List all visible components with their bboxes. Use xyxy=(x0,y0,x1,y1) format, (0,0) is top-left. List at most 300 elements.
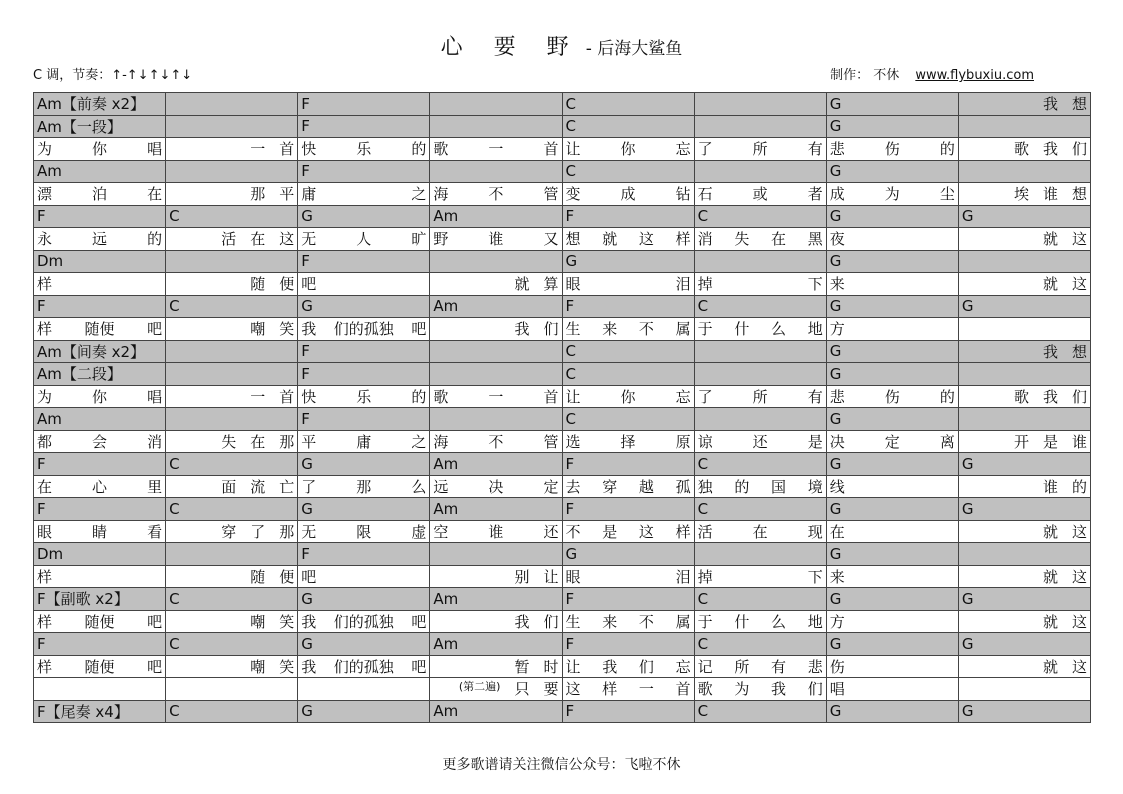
chord-text: G xyxy=(565,544,578,563)
chord-text: C xyxy=(697,634,709,653)
lyric-char: 就 xyxy=(1042,567,1058,586)
chord-cell xyxy=(298,588,430,611)
lyric-char: 样 xyxy=(37,567,53,586)
lyric-cell xyxy=(166,475,298,498)
chord-text: F xyxy=(301,252,310,271)
chord-text: F xyxy=(565,589,575,608)
chord-text: Am【前奏 x2】 xyxy=(37,95,146,114)
lyric-row xyxy=(34,138,1091,161)
lyric-char: 属 xyxy=(675,320,691,339)
lyric-text xyxy=(301,183,426,204)
chord-text: Am【二段】 xyxy=(37,365,122,384)
chord-text: C xyxy=(697,589,709,608)
chord-text: G xyxy=(961,589,974,608)
lyric-char: 会 xyxy=(92,432,108,451)
chord-cell xyxy=(166,408,298,431)
chord-text: C xyxy=(565,117,576,136)
chord-cell xyxy=(562,250,694,273)
lyric-char: 夜 xyxy=(829,230,845,249)
lyric-char: 面 xyxy=(221,477,237,496)
chord-text: G xyxy=(301,702,313,721)
lyric-char: 海 xyxy=(433,432,449,451)
chord-text: Am【间奏 x2】 xyxy=(37,342,146,361)
chord-cell xyxy=(298,363,430,386)
chord-sheet-table xyxy=(33,92,1091,723)
lyric-char: 吧 xyxy=(147,612,163,631)
lyric-char: 海 xyxy=(433,185,449,204)
chord-cell xyxy=(166,205,298,228)
chord-cell xyxy=(298,340,430,363)
lyric-char: 嘲 xyxy=(250,612,266,631)
lyric-cell xyxy=(166,565,298,588)
lyric-cell xyxy=(34,318,166,341)
chord-cell xyxy=(34,295,166,318)
lyric-char: 平 xyxy=(301,432,317,451)
lyric-char: 我 xyxy=(301,657,317,676)
lyric-char: 无 xyxy=(301,230,317,249)
lyric-char: 乐 xyxy=(356,387,372,406)
lyric-cell xyxy=(298,565,430,588)
lyric-char: 就 xyxy=(602,230,618,249)
chord-cell xyxy=(562,543,694,566)
lyric-cell xyxy=(34,138,166,161)
chord-text: F【副歌 x2】 xyxy=(37,590,129,609)
lyric-char: 埃 xyxy=(1013,185,1029,204)
lyric-char: 管 xyxy=(543,432,559,451)
lyric-cell xyxy=(430,475,562,498)
lyric-char: 了 xyxy=(697,140,713,159)
lyric-char: 一 xyxy=(638,680,654,699)
lyric-cell xyxy=(694,273,826,296)
lyric-text xyxy=(433,566,558,587)
lyric-row xyxy=(34,273,1091,296)
lyric-char: 吧 xyxy=(147,320,163,339)
lyric-text xyxy=(962,228,1087,249)
lyric-text xyxy=(830,138,955,159)
chord-text: F【尾奏 x4】 xyxy=(37,702,129,721)
lyric-text xyxy=(698,183,823,204)
lyric-text xyxy=(698,656,823,677)
chord-cell xyxy=(34,205,166,228)
lyric-cell xyxy=(34,655,166,678)
chord-cell xyxy=(430,363,562,386)
lyric-char: 我 xyxy=(1042,140,1058,159)
lyric-char: 记 xyxy=(697,657,713,676)
chord-cell xyxy=(562,588,694,611)
chord-text: F xyxy=(301,409,310,428)
chord-cell xyxy=(826,700,958,723)
chord-cell xyxy=(34,700,166,723)
lyric-char: 这 xyxy=(565,680,581,699)
chord-cell xyxy=(826,115,958,138)
lyric-cell xyxy=(430,678,562,701)
lyric-cell xyxy=(562,678,694,701)
lyric-char: 活 xyxy=(697,522,713,541)
lyric-char: 伤 xyxy=(884,140,900,159)
lyric-char: 们 xyxy=(1071,140,1087,159)
lyric-cell xyxy=(562,430,694,453)
lyric-text xyxy=(169,566,294,587)
lyric-char: 生 xyxy=(565,320,581,339)
lyric-text xyxy=(301,138,426,159)
lyric-char: 现 xyxy=(807,522,823,541)
lyric-char: 旷 xyxy=(411,230,427,249)
chord-cell xyxy=(166,453,298,476)
lyric-cell xyxy=(694,610,826,633)
lyric-row xyxy=(34,565,1091,588)
lyric-char: 么 xyxy=(411,477,427,496)
chord-cell xyxy=(298,205,430,228)
chord-cell xyxy=(958,115,1090,138)
chord-cell xyxy=(826,588,958,611)
lyric-char: 让 xyxy=(565,140,581,159)
lyric-char: 样 xyxy=(675,522,691,541)
lyric-cell xyxy=(694,520,826,543)
lyric-text xyxy=(37,386,162,407)
lyric-text xyxy=(566,566,691,587)
chord-text: Am xyxy=(37,409,62,428)
lyric-cell xyxy=(958,430,1090,453)
chord-text: C xyxy=(169,297,180,316)
lyric-char: 境 xyxy=(807,477,823,496)
chord-cell xyxy=(562,363,694,386)
chord-cell xyxy=(562,340,694,363)
chord-row xyxy=(34,340,1091,363)
lyric-char: 谁 xyxy=(1071,432,1087,451)
chord-cell xyxy=(166,543,298,566)
chord-text: Am xyxy=(433,589,459,608)
chord-cell xyxy=(562,93,694,116)
lyric-cell xyxy=(562,565,694,588)
chord-row xyxy=(34,363,1091,386)
chord-text: F xyxy=(301,94,310,113)
chord-cell xyxy=(298,250,430,273)
lyric-cell xyxy=(826,678,958,701)
lyric-char: 择 xyxy=(620,432,636,451)
chord-row xyxy=(34,543,1091,566)
lyric-cell xyxy=(826,318,958,341)
lyric-char: 选 xyxy=(565,432,581,451)
chord-cell xyxy=(34,250,166,273)
chord-cell xyxy=(694,205,826,228)
chord-cell xyxy=(430,408,562,431)
chord-text xyxy=(962,341,1087,362)
lyric-cell xyxy=(34,183,166,206)
chord-cell xyxy=(430,588,562,611)
lyric-char: 在 xyxy=(147,185,163,204)
lyric-char: 让 xyxy=(543,567,559,586)
lyric-char: 了 xyxy=(301,477,317,496)
chord-cell xyxy=(430,700,562,723)
chord-cell xyxy=(826,340,958,363)
lyric-cell xyxy=(430,138,562,161)
lyric-text xyxy=(301,431,426,452)
lyric-text xyxy=(433,318,558,339)
lyric-char: 为 xyxy=(884,185,900,204)
chord-text: C xyxy=(697,702,709,721)
chord-text: G xyxy=(829,94,842,113)
lyric-char: 者 xyxy=(807,185,823,204)
lyric-cell xyxy=(826,273,958,296)
chord-text: G xyxy=(301,297,313,316)
lyric-char: 让 xyxy=(565,657,581,676)
chord-cell xyxy=(694,408,826,431)
lyric-cell xyxy=(694,385,826,408)
lyric-char: 就 xyxy=(1042,657,1058,676)
lyric-char: 决 xyxy=(488,477,504,496)
lyric-cell xyxy=(958,318,1090,341)
lyric-char: 不 xyxy=(565,522,581,541)
chord-cell xyxy=(430,453,562,476)
lyric-char: 乐 xyxy=(356,140,372,159)
lyric-text xyxy=(301,521,426,542)
lyric-cell xyxy=(826,385,958,408)
lyric-char: 么 xyxy=(771,612,787,631)
chord-row xyxy=(34,498,1091,521)
chord-text: G xyxy=(829,499,842,518)
lyric-text xyxy=(566,138,691,159)
chord-text: G xyxy=(829,454,842,473)
chord-text: G xyxy=(565,252,578,271)
lyric-char: 歌 xyxy=(1013,140,1029,159)
lyric-text xyxy=(433,431,558,452)
lyric-char: 你 xyxy=(92,387,108,406)
lyric-char: 的 xyxy=(411,140,427,159)
lyric-text xyxy=(830,228,955,249)
lyric-text xyxy=(698,386,823,407)
lyric-text xyxy=(566,431,691,452)
chord-cell xyxy=(958,633,1090,656)
lyric-char: 想 xyxy=(565,230,581,249)
lyric-text xyxy=(433,183,558,204)
lyric-text xyxy=(566,611,691,632)
chord-cell xyxy=(430,633,562,656)
lyric-text xyxy=(698,678,823,699)
chord-cell xyxy=(958,160,1090,183)
lyric-row xyxy=(34,228,1091,251)
lyric-cell xyxy=(166,520,298,543)
lyric-cell xyxy=(826,520,958,543)
lyric-char: 歌 xyxy=(433,140,449,159)
lyric-text xyxy=(37,521,162,542)
lyric-cell xyxy=(958,183,1090,206)
lyric-char: 庸 xyxy=(356,432,372,451)
lyric-cell xyxy=(166,385,298,408)
lyric-text xyxy=(301,476,426,497)
chord-cell xyxy=(430,340,562,363)
chord-cell xyxy=(166,340,298,363)
lyric-char: 们 xyxy=(543,320,559,339)
lyric-char: 就 xyxy=(1042,522,1058,541)
chord-cell xyxy=(694,453,826,476)
chord-cell xyxy=(166,363,298,386)
lyric-char: 我 xyxy=(514,612,530,631)
lyric-text xyxy=(962,656,1087,677)
lyric-char: 的 xyxy=(939,387,955,406)
lyric-char: 你 xyxy=(620,140,636,159)
chord-cell xyxy=(958,205,1090,228)
chord-text: Am xyxy=(433,499,459,518)
lyric-text xyxy=(566,386,691,407)
lyric-char: 歌 xyxy=(1013,387,1029,406)
lyric-char: 国 xyxy=(771,477,787,496)
lyric-text xyxy=(830,521,955,542)
lyric-cell xyxy=(694,430,826,453)
lyric-text xyxy=(37,138,162,159)
lyric-char: 有 xyxy=(807,387,823,406)
lyric-char: 歌 xyxy=(697,680,713,699)
lyric-row xyxy=(34,475,1091,498)
lyric-char: 睛 xyxy=(92,522,108,541)
lyric-char: 看 xyxy=(147,522,163,541)
lyric-char: 这 xyxy=(1071,230,1087,249)
lyric-char: 的 xyxy=(939,140,955,159)
lyric-char: 在 xyxy=(771,230,787,249)
lyric-char: 独 xyxy=(697,477,713,496)
lyric-char: 什 xyxy=(734,320,750,339)
chord-text: F xyxy=(301,364,310,383)
lyric-row xyxy=(34,610,1091,633)
lyric-cell xyxy=(430,610,562,633)
lyric-char: 样 xyxy=(37,275,53,294)
lyric-char: 远 xyxy=(433,477,449,496)
chord-row xyxy=(34,588,1091,611)
lyric-char: 这 xyxy=(1071,275,1087,294)
chord-cell xyxy=(34,115,166,138)
chord-text: Am xyxy=(37,162,62,181)
chord-cell xyxy=(166,295,298,318)
chord-cell xyxy=(166,115,298,138)
lyric-cell xyxy=(298,183,430,206)
chord-cell xyxy=(298,295,430,318)
lyric-text xyxy=(698,228,823,249)
lyric-cell xyxy=(430,273,562,296)
artist-name: - 后海大鲨鱼 xyxy=(585,39,683,59)
lyric-char: 离 xyxy=(939,432,955,451)
lyric-cell xyxy=(826,655,958,678)
lyric-char: 样 xyxy=(675,230,691,249)
lyric-char: 地 xyxy=(807,320,823,339)
chord-text: G xyxy=(829,364,842,383)
chord-cell xyxy=(562,633,694,656)
lyric-char: 悲 xyxy=(807,657,823,676)
lyric-char: 了 xyxy=(250,522,266,541)
lyric-text xyxy=(962,386,1087,407)
lyric-cell xyxy=(166,318,298,341)
lyric-text xyxy=(169,183,294,204)
lyric-text xyxy=(169,521,294,542)
lyric-text xyxy=(433,476,558,497)
chord-text: F xyxy=(565,454,575,473)
lyric-text xyxy=(169,273,294,294)
lyric-char: 便 xyxy=(279,275,295,294)
lyric-char: 这 xyxy=(1071,657,1087,676)
lyric-char: 来 xyxy=(602,612,618,631)
lyric-cell xyxy=(298,385,430,408)
chord-text: F xyxy=(301,544,310,563)
lyric-text xyxy=(37,611,162,632)
lyric-char: 失 xyxy=(734,230,750,249)
lyric-char: 那 xyxy=(356,477,372,496)
lyric-text xyxy=(698,611,823,632)
lyric-text xyxy=(566,476,691,497)
chord-cell xyxy=(694,250,826,273)
chord-cell xyxy=(34,93,166,116)
chord-cell xyxy=(34,588,166,611)
lyric-char: 们 xyxy=(543,612,559,631)
lyric-char: 吧 xyxy=(301,275,317,294)
chord-text: Am【一段】 xyxy=(37,117,122,136)
lyric-row xyxy=(34,385,1091,408)
chord-text: F xyxy=(565,634,575,653)
lyric-cell xyxy=(562,318,694,341)
lyric-cell xyxy=(298,273,430,296)
chord-text: G xyxy=(829,117,842,136)
chord-cell xyxy=(958,453,1090,476)
chord-cell xyxy=(166,93,298,116)
song-header xyxy=(0,30,1123,61)
lyric-text xyxy=(962,138,1087,159)
lyric-cell xyxy=(562,273,694,296)
lyric-text xyxy=(37,656,162,677)
chord-cell xyxy=(562,453,694,476)
lyric-text xyxy=(37,183,162,204)
footer-note: 更多歌谱请关注微信公众号：飞啦不休 xyxy=(442,757,681,773)
chord-text: C xyxy=(169,207,180,226)
chord-cell xyxy=(562,408,694,431)
lyric-text xyxy=(301,228,426,249)
lyric-char: 想 xyxy=(1071,185,1087,204)
lyric-char: 无 xyxy=(301,522,317,541)
lyric-text xyxy=(301,273,426,294)
chord-cell xyxy=(694,633,826,656)
chord-cell xyxy=(958,408,1090,431)
chord-cell xyxy=(430,250,562,273)
chord-text: F xyxy=(37,499,46,518)
chord-text: C xyxy=(565,342,576,361)
lyric-char: 唱 xyxy=(147,387,163,406)
chord-cell xyxy=(694,588,826,611)
website-link[interactable]: www.flybuxiu.com xyxy=(915,68,1034,83)
lyric-text xyxy=(169,138,294,159)
chord-cell xyxy=(34,408,166,431)
lyric-cell xyxy=(826,475,958,498)
lyric-text xyxy=(962,476,1087,497)
chord-text: Dm xyxy=(37,252,64,271)
chord-text: G xyxy=(829,544,842,563)
lyric-cell xyxy=(958,678,1090,701)
chord-cell xyxy=(958,340,1090,363)
lyric-char: 活 xyxy=(221,230,237,249)
lyric-text xyxy=(37,431,162,452)
lyric-char: 时 xyxy=(543,657,559,676)
lyric-char: 一 xyxy=(488,140,504,159)
lyric-cell xyxy=(562,138,694,161)
lyric-cell xyxy=(166,138,298,161)
lyric-cell xyxy=(958,228,1090,251)
chord-text: Am xyxy=(433,702,459,721)
chord-cell xyxy=(34,453,166,476)
lyric-char: 眼 xyxy=(37,522,53,541)
lyric-char: 随便 xyxy=(84,320,115,339)
lyric-char: 还 xyxy=(752,432,768,451)
lyric-char: 泊 xyxy=(92,185,108,204)
lyric-char: 泪 xyxy=(675,275,691,294)
chord-cell xyxy=(694,340,826,363)
chord-text: G xyxy=(961,634,974,653)
lyric-text xyxy=(962,273,1087,294)
chord-text: C xyxy=(697,454,709,473)
